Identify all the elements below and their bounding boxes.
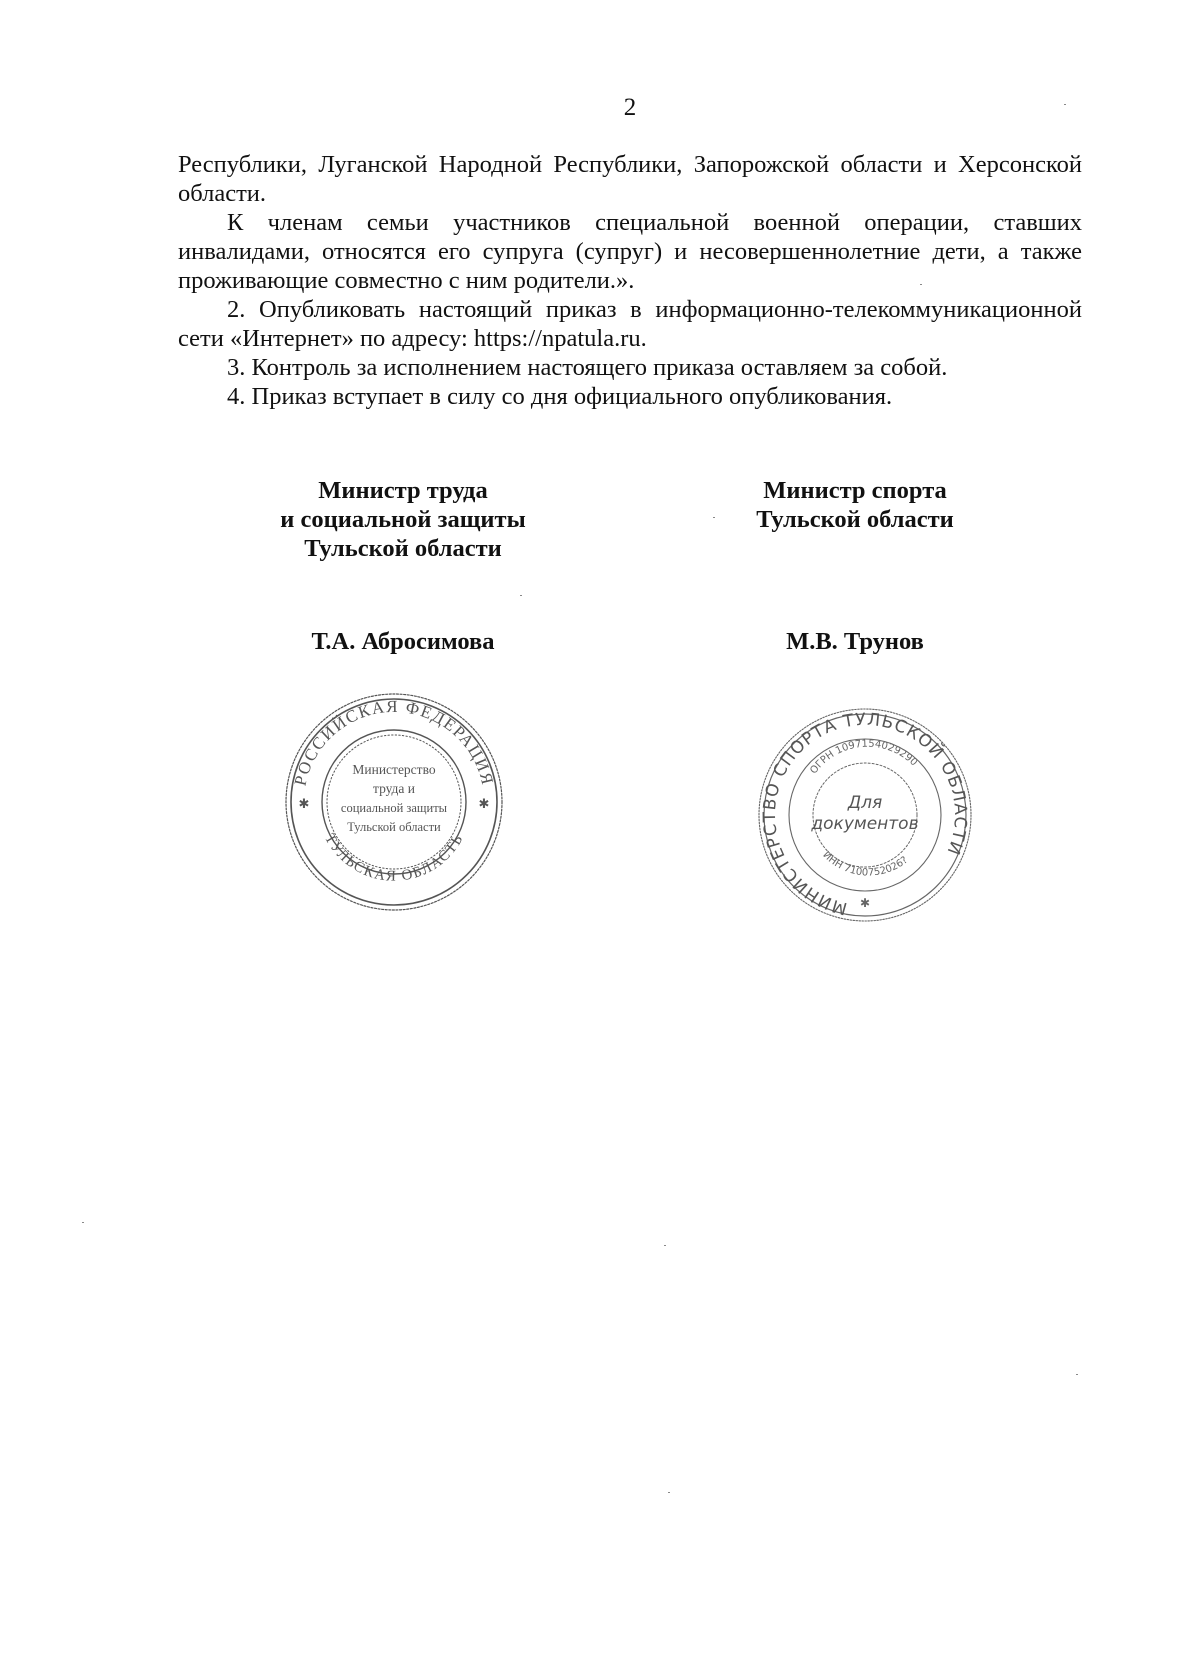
paragraph-effective: 4. Приказ вступает в силу со дня официального опубликования. <box>227 383 893 410</box>
document-body <box>178 150 1082 411</box>
title-line: Тульской области <box>304 535 502 562</box>
stamp-outer-text: МИНИСТЕРСТВО СПОРТА ТУЛЬСКОЙ ОБЛАСТИ <box>759 709 971 919</box>
title-line: Тульской области <box>756 506 954 533</box>
signatory-title-sport <box>690 476 1020 534</box>
svg-text:ИНН 7100752026? <box>820 850 910 879</box>
stamp-bottom-text: ТУЛЬСКАЯ ОБЛАСТЬ <box>321 831 467 885</box>
stamp-center-line: социальной защиты <box>340 801 448 815</box>
stamp-center-line: труда и <box>373 781 415 796</box>
scan-speck <box>668 1492 670 1493</box>
title-line: Министр труда <box>318 477 488 504</box>
title-line: Министр спорта <box>763 477 947 504</box>
scan-speck <box>713 517 715 518</box>
star-icon: ✱ <box>859 896 871 910</box>
svg-text:ТУЛЬСКАЯ ОБЛАСТЬ <box>321 831 467 885</box>
stamp-ogrn: ОГРН 1097154029290 <box>808 738 920 777</box>
paragraph-publish: 2. Опубликовать настоящий приказ в информационно-телекоммуникационной сети «Интернет» по адресу: https://npatula.ru. <box>178 296 1082 352</box>
paragraph-continuation: Республики, Луганской Народной Республики, Запорожской области и Херсонской области. <box>178 151 1082 207</box>
stamp-outer-text: РОССИЙСКАЯ ФЕДЕРАЦИЯ <box>290 696 498 788</box>
paragraph-control: 3. Контроль за исполнением настоящего приказа оставляем за собой. <box>227 354 948 381</box>
signatory-title-labor <box>228 476 578 563</box>
page-number: 2 <box>623 94 637 121</box>
svg-text:ОГРН 1097154029290 <box>808 739 919 777</box>
star-icon: ✱ <box>478 796 490 811</box>
scan-speck <box>1064 104 1066 105</box>
stamp-sport-ministry <box>755 705 975 925</box>
stamp-center-line: Для <box>847 793 883 813</box>
scan-speck <box>920 284 922 285</box>
stamp-labor-ministry <box>282 690 506 914</box>
stamp-center-line: Министерство <box>352 762 436 777</box>
scan-speck <box>664 1245 666 1246</box>
stamp-center-line: Тульской области <box>347 820 441 834</box>
stamp-center-line: документов <box>811 814 919 834</box>
title-line: и социальной защиты <box>280 506 526 533</box>
signatory-name-sport: М.В. Трунов <box>786 628 924 655</box>
star-icon: ✱ <box>298 796 310 811</box>
scan-speck <box>520 595 522 596</box>
scan-speck <box>1076 1374 1078 1375</box>
stamp-inn: ИНН 7100752026? <box>820 849 911 879</box>
paragraph-family-members: К членам семьи участников специальной военной операции, ставших инвалидами, относятся его супруга (супруг) и несовершеннолетние дети, а также проживающие совместно с ним родители.». <box>178 209 1082 294</box>
signatory-name-labor: Т.А. Абросимова <box>311 628 495 655</box>
scan-speck <box>82 1222 84 1223</box>
